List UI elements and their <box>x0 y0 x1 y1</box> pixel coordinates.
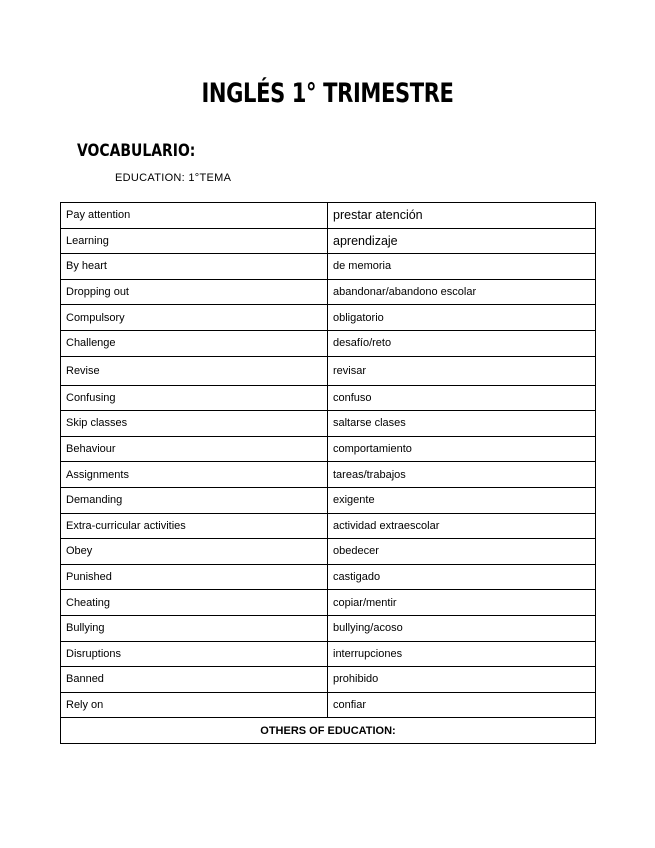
table-row <box>61 356 596 385</box>
spanish-translation: tareas/trabajos <box>328 462 596 488</box>
table-row <box>61 330 596 356</box>
english-term: Rely on <box>61 692 328 718</box>
english-term: Compulsory <box>61 305 328 331</box>
spanish-translation: castigado <box>328 564 596 590</box>
english-term: Cheating <box>61 590 328 616</box>
table-row <box>61 228 596 254</box>
english-term: Punished <box>61 564 328 590</box>
english-term: Learning <box>61 228 328 254</box>
english-term: Revise <box>61 356 328 385</box>
english-term: Disruptions <box>61 641 328 667</box>
spanish-translation: comportamiento <box>328 436 596 462</box>
spanish-translation: obligatorio <box>328 305 596 331</box>
spanish-translation: bullying/acoso <box>328 615 596 641</box>
table-row <box>61 203 596 229</box>
english-term: Challenge <box>61 330 328 356</box>
english-term: Pay attention <box>61 203 328 229</box>
table-row <box>61 513 596 539</box>
table-footer-row <box>61 718 596 744</box>
table-row <box>61 641 596 667</box>
others-of-education-label: OTHERS OF EDUCATION: <box>61 718 596 744</box>
table-row <box>61 254 596 280</box>
page-title: INGLÉS 1° TRIMESTRE <box>201 78 454 109</box>
table-row <box>61 305 596 331</box>
section-heading-vocabulario: VOCABULARIO: <box>77 141 196 161</box>
spanish-translation: actividad extraescolar <box>328 513 596 539</box>
spanish-translation: aprendizaje <box>328 228 596 254</box>
spanish-translation: copiar/mentir <box>328 590 596 616</box>
spanish-translation: interrupciones <box>328 641 596 667</box>
subheading-education: EDUCATION: 1°TEMA <box>115 172 232 184</box>
table-row <box>61 462 596 488</box>
english-term: Banned <box>61 667 328 693</box>
spanish-translation: saltarse clases <box>328 411 596 437</box>
table-row <box>61 692 596 718</box>
spanish-translation: prohibido <box>328 667 596 693</box>
spanish-translation: abandonar/abandono escolar <box>328 279 596 305</box>
vocabulary-table <box>60 202 596 744</box>
spanish-translation: obedecer <box>328 539 596 565</box>
english-term: Confusing <box>61 385 328 411</box>
english-term: Obey <box>61 539 328 565</box>
english-term: Assignments <box>61 462 328 488</box>
table-row <box>61 385 596 411</box>
spanish-translation: revisar <box>328 356 596 385</box>
english-term: By heart <box>61 254 328 280</box>
table-row <box>61 539 596 565</box>
spanish-translation: de memoria <box>328 254 596 280</box>
english-term: Bullying <box>61 615 328 641</box>
spanish-translation: confiar <box>328 692 596 718</box>
table-row <box>61 436 596 462</box>
english-term: Skip classes <box>61 411 328 437</box>
table-row <box>61 564 596 590</box>
english-term: Extra-curricular activities <box>61 513 328 539</box>
english-term: Dropping out <box>61 279 328 305</box>
english-term: Behaviour <box>61 436 328 462</box>
table-row <box>61 487 596 513</box>
table-row <box>61 411 596 437</box>
spanish-translation: confuso <box>328 385 596 411</box>
spanish-translation: exigente <box>328 487 596 513</box>
spanish-translation: prestar atención <box>328 203 596 229</box>
table-row <box>61 279 596 305</box>
table-row <box>61 615 596 641</box>
table-row <box>61 667 596 693</box>
english-term: Demanding <box>61 487 328 513</box>
table-row <box>61 590 596 616</box>
spanish-translation: desafío/reto <box>328 330 596 356</box>
